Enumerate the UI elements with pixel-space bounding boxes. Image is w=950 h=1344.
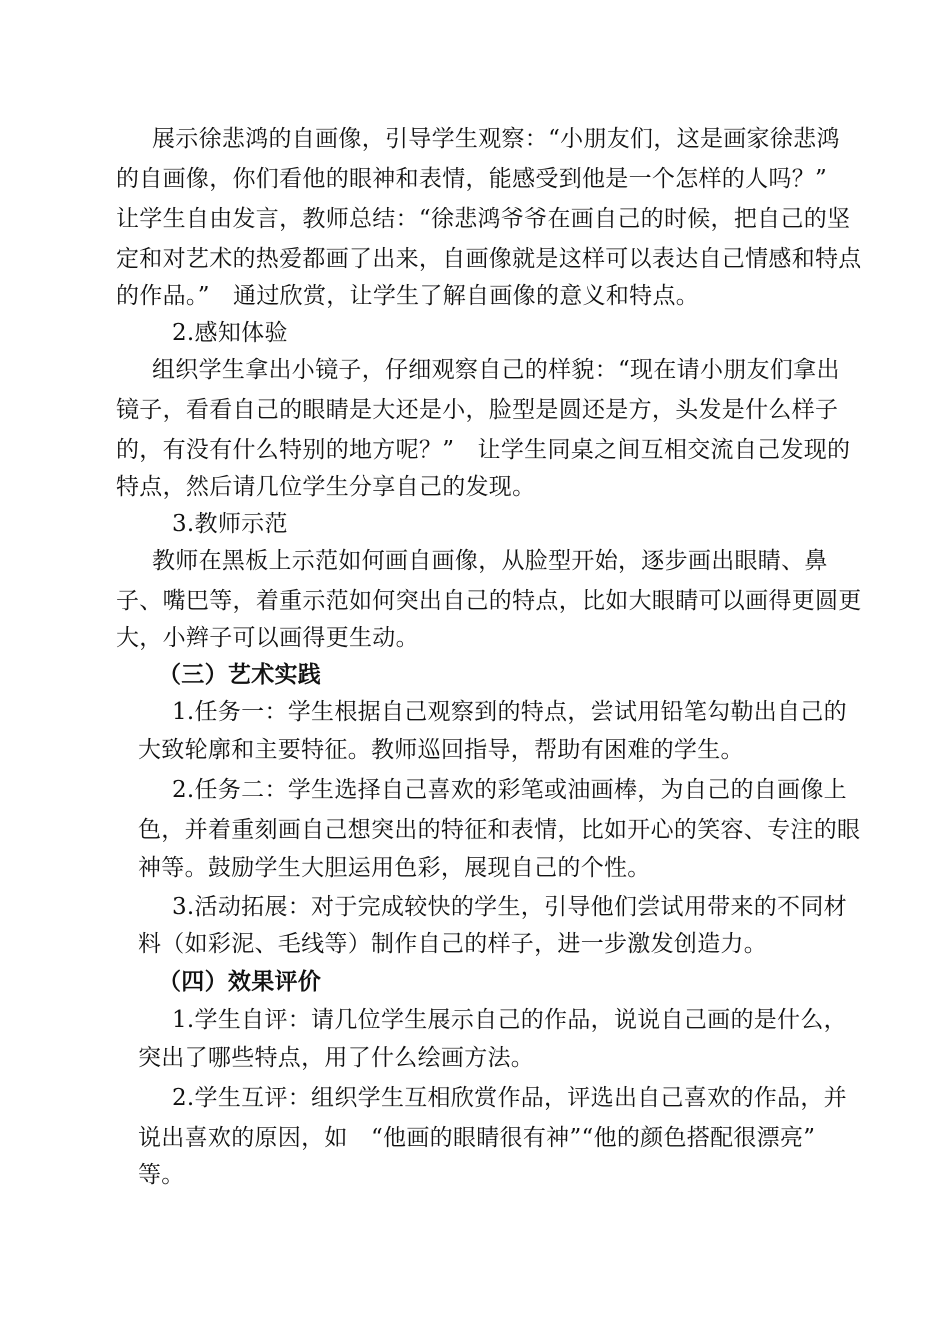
paragraph-line: 大致轮廓和主要特征。教师巡回指导，帮助有困难的学生。 [138, 737, 744, 763]
paragraph-line: 料（如彩泥、毛线等）制作自己的样子，进一步激发创造力。 [138, 931, 768, 957]
section-heading-bold: （三）艺术实践 [158, 661, 322, 688]
paragraph-line: 的，有没有什么特别的地方呢？” 让学生同桌之间互相交流自己发现的 [116, 437, 851, 463]
paragraph-line: 神等。鼓励学生大胆运用色彩，展现自己的个性。 [138, 855, 651, 881]
paragraph-line: 1.学生自评：请几位学生展示自己的作品，说说自己画的是什么， [172, 1007, 847, 1033]
paragraph-line: 子、嘴巴等，着重示范如何突出自己的特点，比如大眼睛可以画得更圆更 [116, 588, 862, 614]
paragraph-line: 组织学生拿出小镜子，仔细观察自己的样貌：“现在请小朋友们拿出 [152, 357, 840, 383]
section-heading: 3.教师示范 [172, 511, 288, 537]
paragraph-line: 色，并着重刻画自己想突出的特征和表情，比如开心的笑容、专注的眼 [138, 817, 861, 843]
paragraph-line: 展示徐悲鸿的自画像，引导学生观察：“小朋友们，这是画家徐悲鸿 [152, 126, 840, 152]
paragraph-line: 教师在黑板上示范如何画自画像，从脸型开始，逐步画出眼睛、鼻 [152, 548, 828, 574]
paragraph-line: 定和对艺术的热爱都画了出来，自画像就是这样可以表达自己情感和特点 [116, 246, 862, 272]
paragraph-line: 的作品。” 通过欣赏，让学生了解自画像的意义和特点。 [116, 283, 700, 309]
paragraph-line: 镜子，看看自己的眼睛是大还是小，脸型是圆还是方，头发是什么样子 [116, 397, 839, 423]
paragraph-line: 的自画像，你们看他的眼神和表情，能感受到他是一个怎样的人吗？” [116, 166, 828, 192]
paragraph-line: 让学生自由发言，教师总结：“徐悲鸿爷爷在画自己的时候，把自己的坚 [116, 206, 851, 232]
paragraph-line: 特点，然后请几位学生分享自己的发现。 [116, 474, 536, 500]
paragraph-line: 突出了哪些特点，用了什么绘画方法。 [138, 1045, 535, 1071]
paragraph-line: 大，小辫子可以画得更生动。 [116, 625, 419, 651]
section-heading: 2.感知体验 [172, 320, 288, 346]
paragraph-line: 2.任务二：学生选择自己喜欢的彩笔或油画棒，为自己的自画像上 [172, 777, 847, 803]
paragraph-line: 2.学生互评：组织学生互相欣赏作品，评选出自己喜欢的作品，并 [172, 1085, 847, 1111]
paragraph-line: 说出喜欢的原因，如 “他画的眼睛很有神”“他的颜色搭配很漂亮” [138, 1125, 816, 1151]
paragraph-line: 3.活动拓展：对于完成较快的学生，引导他们尝试用带来的不同材 [172, 894, 847, 920]
paragraph-line: 等。 [138, 1162, 185, 1188]
section-heading-bold: （四）效果评价 [158, 968, 322, 995]
paragraph-line: 1.任务一：学生根据自己观察到的特点，尝试用铅笔勾勒出自己的 [172, 699, 847, 725]
